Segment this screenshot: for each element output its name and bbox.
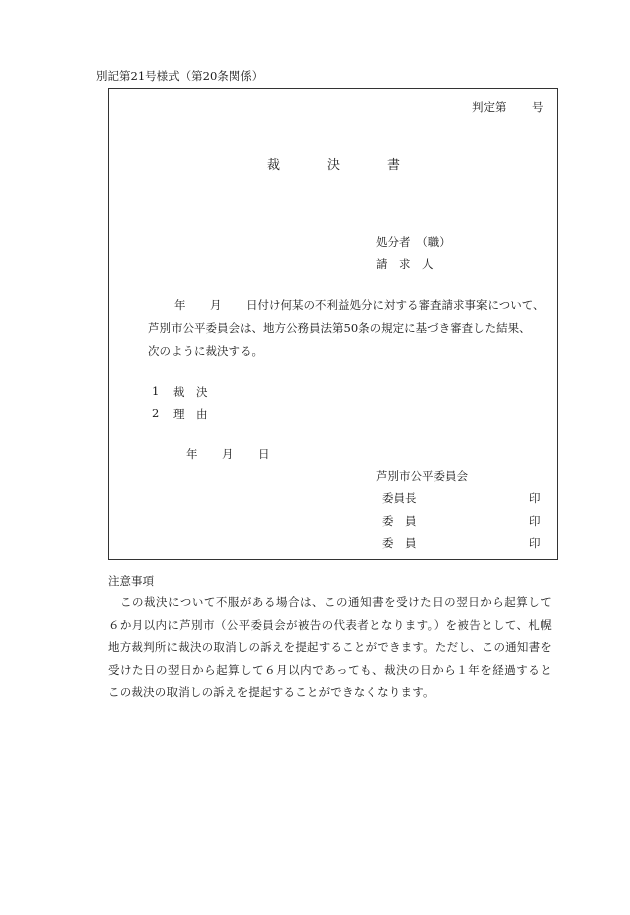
body-line-1: 日付け何某の不利益処分に対する審査請求事案について、 [246,298,545,312]
body-line-2: 芦別市公平委員会は、地方公務員法第50条の規定に基づき審査した結果、 [148,321,531,335]
seal-mark-chair: 印 [529,491,541,505]
sign-year: 年 [186,447,198,461]
seal-mark-1: 印 [529,514,541,528]
form-number-label: 別記第21号様式（第20条関係） [96,69,264,83]
claimant-label: 請 求 人 [376,257,434,271]
sign-month: 月 [222,447,234,461]
member-role-1: 委 員 [382,514,417,528]
item-2-label: 理 由 [173,407,208,421]
sign-day: 日 [258,447,270,461]
seal-mark-2: 印 [529,536,541,550]
notes-body: この裁決について不服がある場合は、この通知書を受けた日の翌日から起算して６か月以内に芦別市（公平委員会が被告の代表者となります。）を被告として、札幌地方裁判所に裁決の取消しの訴えを提起することができます。ただし、この通知書を受けた日の翌日から起算して６月以内であっても、裁決の日から１年を経過するとこの裁決の取消しの訴えを提起することができなくなります。 [108,595,552,699]
member-role-2: 委 員 [382,536,417,550]
member-role-chair: 委員長 [382,491,417,505]
respondent-label: 処分者 （職） [376,235,451,249]
title-char-1: 裁 [267,158,281,173]
item-2-number: 2 [152,406,160,420]
title-char-3: 書 [387,158,401,173]
body-line-3: 次のように裁決する。 [148,344,263,358]
judgment-number-suffix: 号 [532,100,544,114]
intro-month: 月 [210,298,222,312]
item-1-number: 1 [152,384,160,398]
title-char-2: 決 [327,158,341,173]
notes-heading: 注意事項 [108,574,154,588]
committee-name: 芦別市公平委員会 [376,469,468,483]
judgment-number-prefix: 判定第 [472,100,507,114]
item-1-label: 裁 決 [173,385,208,399]
intro-year: 年 [174,298,186,312]
